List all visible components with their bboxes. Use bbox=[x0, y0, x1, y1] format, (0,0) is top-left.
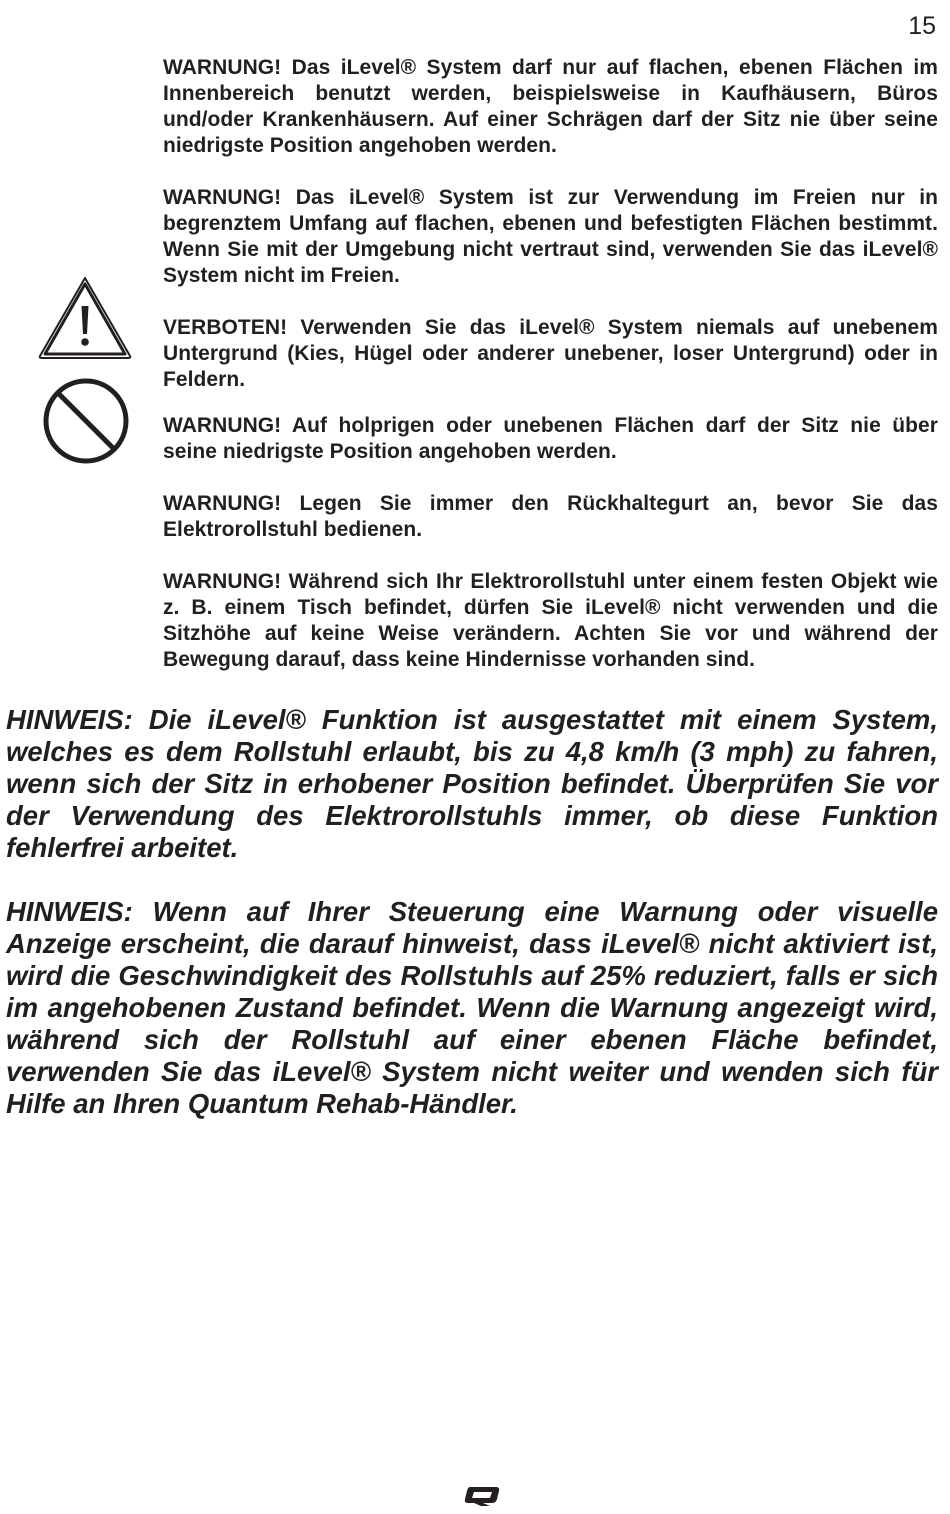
warnings-section bbox=[163, 55, 938, 673]
prohibition-uneven-ground: VERBOTEN! Verwenden Sie das iLevel® System niemals auf unebenem Untergrund (Kies, Hügel oder anderer unebener, loser Untergrund) oder in Feldern. bbox=[163, 316, 938, 391]
note-speed-limit: HINWEIS: Die iLevel® Funktion ist ausgestattet mit einem System, welches es dem Rollstuhl erlaubt, bis zu 4,8 km/h (3 mph) zu fahren, wenn sich der Sitz in erhobener Position befindet. Überprüfen Sie vor der Verwendung des Elektrorollstuhls immer, ob diese Funktion fehlerfrei arbeitet. bbox=[6, 704, 938, 863]
warning-indoor-use: WARNUNG! Das iLevel® System darf nur auf flachen, ebenen Flächen im Innenbereich benutzt werden, beispielsweise in Kaufhäusern, Büros und/oder Krankenhäusern. Auf einer Schrägen darf der Sitz nie über seine niedrigste Position angehoben werden. bbox=[163, 56, 938, 157]
notes-section bbox=[6, 704, 938, 1120]
note-controller-warning: HINWEIS: Wenn auf Ihrer Steuerung eine Warnung oder visuelle Anzeige erscheint, die darauf hinweist, dass iLevel® nicht aktiviert ist, wird die Geschwindigkeit des Rollstuhls auf 25% reduziert, falls er sich im angehobenen Zustand befindet. Wenn die Warnung angezeigt wird, während sich der Rollstuhl auf einer ebenen Fläche befindet, verwenden Sie das iLevel® System nicht weiter und wenden sich für Hilfe an Ihren Quantum Rehab-Händler. bbox=[6, 896, 938, 1119]
prohibited-circle-icon bbox=[42, 377, 130, 465]
warning-triangle-icon bbox=[38, 276, 132, 360]
warning-seat-belt: WARNUNG! Legen Sie immer den Rückhaltegurt an, bevor Sie das Elektrorollstuhl bedienen. bbox=[163, 492, 938, 541]
quantum-q-logo bbox=[463, 1486, 501, 1506]
page-number: 15 bbox=[908, 12, 936, 40]
warning-bumpy-surfaces: WARNUNG! Auf holprigen oder unebenen Flächen darf der Sitz nie über seine niedrigste Position angehoben werden. bbox=[163, 414, 938, 463]
warning-outdoor-use: WARNUNG! Das iLevel® System ist zur Verwendung im Freien nur in begrenztem Umfang auf flachen, ebenen und befestigten Flächen bestimmt. Wenn Sie mit der Umgebung nicht vertraut sind, verwenden Sie das iLevel® System nicht im Freien. bbox=[163, 186, 938, 287]
warning-fixed-object: WARNUNG! Während sich Ihr Elektrorollstuhl unter einem festen Objekt wie z. B. einem Tisch befindet, dürfen Sie iLevel® nicht verwenden und die Sitzhöhe auf keine Weise verändern. Achten Sie vor und während der Bewegung darauf, dass keine Hindernisse vorhanden sind. bbox=[163, 570, 938, 671]
